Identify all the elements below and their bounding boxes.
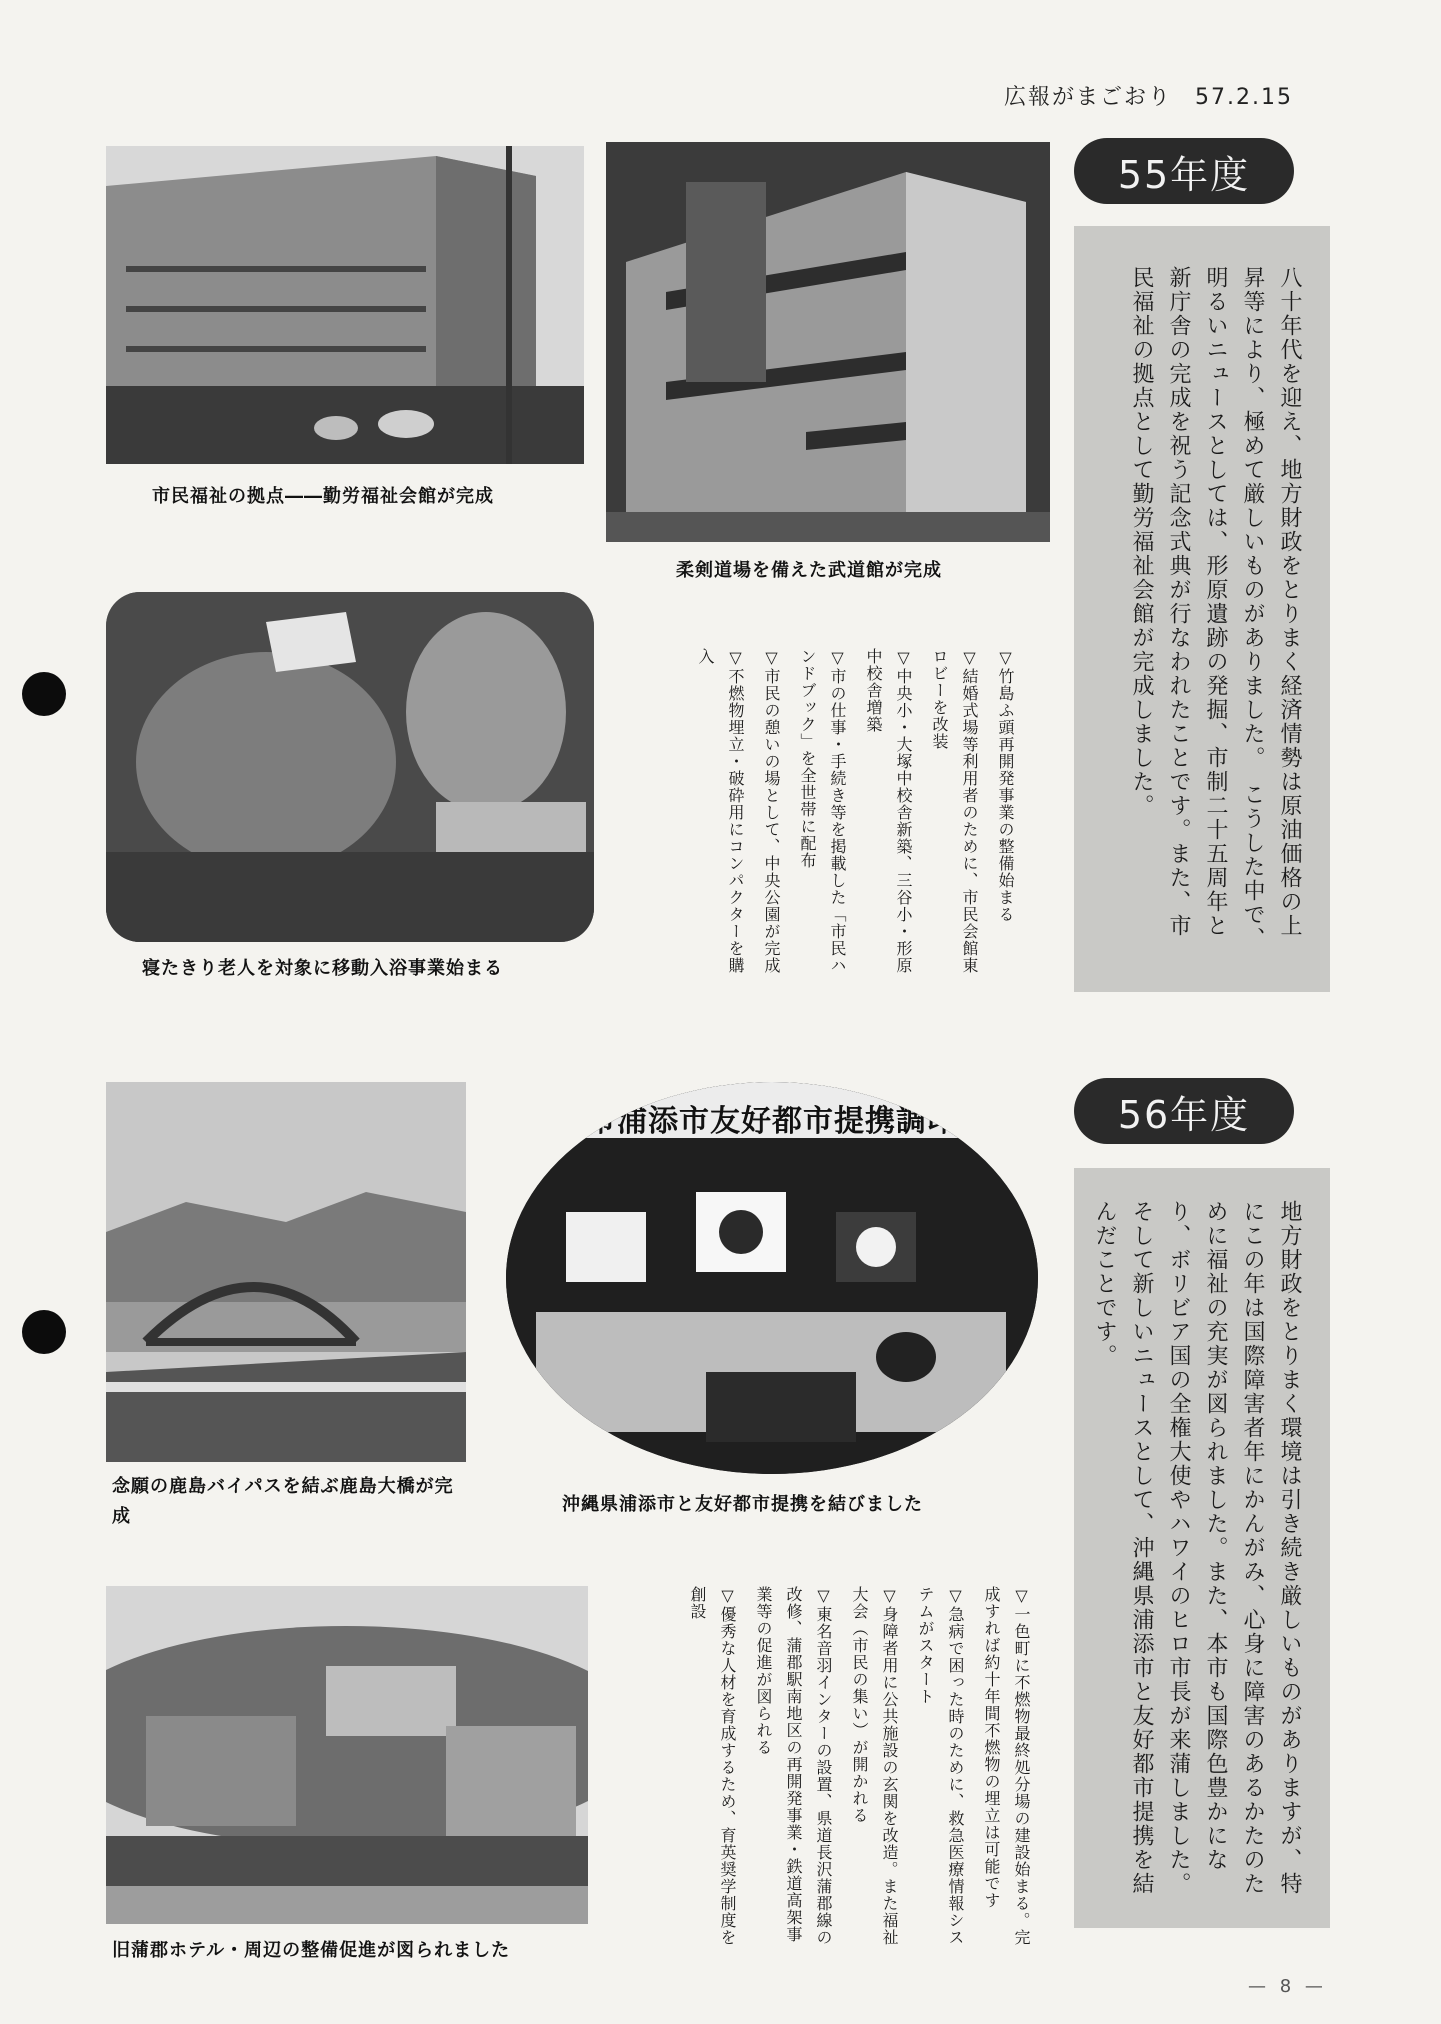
issue-date: 57.2.15	[1195, 85, 1293, 110]
fy56-title: 56年度	[1117, 1092, 1251, 1137]
publication-name: 広報がまごおり	[1004, 85, 1173, 110]
fy55-summary-box	[1074, 226, 1330, 992]
fy56-title-badge	[1074, 1078, 1294, 1144]
kashima-bridge-photo	[106, 1082, 466, 1462]
sister-city-ceremony-photo	[506, 1082, 1038, 1474]
caption-budokan: 柔剣道場を備えた武道館が完成	[676, 560, 942, 581]
list-item: ▽一色町に不燃物最終処分場の建設始まる。完成すれば約十年間不燃物の埋立は可能です	[982, 1586, 1031, 1946]
list-item: ▽市の仕事・手続き等を掲載した「市民ハンドブック」を全世帯に配布	[798, 648, 847, 974]
list-item: ▽不燃物埋立・破砕用にコンパクターを購入	[696, 648, 745, 974]
caption-sister-city: 沖縄県浦添市と友好都市提携を結びました	[562, 1494, 923, 1515]
binder-hole-bottom	[22, 1310, 66, 1354]
list-item: ▽中央小・大塚中校舎新築、三谷小・形原中校舎増築	[864, 648, 913, 974]
fy55-bullet-list	[610, 648, 1020, 984]
fy55-body-text: 八十年代を迎え、地方財政をとりまく経済情勢は原油価格の上昇等により、極めて厳しいものがありました。 こうした中で、明るいニュースとしては、形原遺跡の発掘、市制二十五周年と新庁舎の完成を祝う記念式典が行なわれたことです。また、市民福祉の拠点として勤労福祉会館が完成しました。	[1129, 266, 1302, 951]
fy56-summary-box	[1074, 1168, 1330, 1928]
page-header	[1004, 80, 1293, 111]
ceremony-banner-text: 郡市浦添市友好都市提携調印式	[555, 1104, 989, 1139]
fy55-title-badge	[1074, 138, 1294, 204]
list-item: ▽急病で困った時のために、救急医療情報システムがスタート	[916, 1586, 965, 1946]
caption-mobile-bathing: 寝たきり老人を対象に移動入浴事業始まる	[142, 958, 503, 979]
old-hotel-photo	[106, 1586, 588, 1924]
fy56-bullet-list	[612, 1586, 1036, 1952]
welfare-hall-photo	[106, 146, 584, 464]
caption-old-hotel: 旧蒲郡ホテル・周辺の整備促進が図られました	[112, 1940, 511, 1961]
binder-hole-top	[22, 672, 66, 716]
list-item: ▽結婚式場等利用者のために、市民会館東ロビーを改装	[930, 648, 979, 974]
fy56-body-text: 地方財政をとりまく環境は引き続き厳しいものがありますが、特にこの年は国際障害者年にかんがみ、心身に障害のあるかたのために福祉の充実が図られました。また、本市も国際色豊かになり、ボリビア国の全権大使やハワイのヒロ市長が来蒲しました。そして新しいニュースとして、沖縄県浦添市と友好都市提携を結んだことです。	[1092, 1200, 1302, 1896]
budokan-photo	[606, 142, 1050, 542]
page-number: — 8 —	[1248, 1976, 1327, 1997]
list-item: ▽優秀な人材を育成するため、育英奨学制度を創設	[688, 1586, 737, 1946]
mobile-bathing-photo	[106, 592, 594, 942]
fy55-title: 55年度	[1117, 152, 1251, 197]
list-item: ▽東名音羽インターの設置、県道長沢蒲郡線の改修、蒲郡駅南地区の再開発事業・鉄道高架事業等の促進が図られる	[754, 1586, 833, 1946]
list-item: ▽身障者用に公共施設の玄関を改造。また福祉大会（市民の集い）が開かれる	[850, 1586, 899, 1946]
list-item: ▽竹島ふ頭再開発事業の整備始まる	[996, 648, 1015, 923]
caption-kashima-bridge: 念願の鹿島バイパスを結ぶ鹿島大橋が完成	[112, 1476, 454, 1527]
caption-welfare-hall: 市民福祉の拠点――勤労福祉会館が完成	[152, 486, 494, 507]
list-item: ▽市民の憩いの場として、中央公園が完成	[762, 648, 781, 974]
